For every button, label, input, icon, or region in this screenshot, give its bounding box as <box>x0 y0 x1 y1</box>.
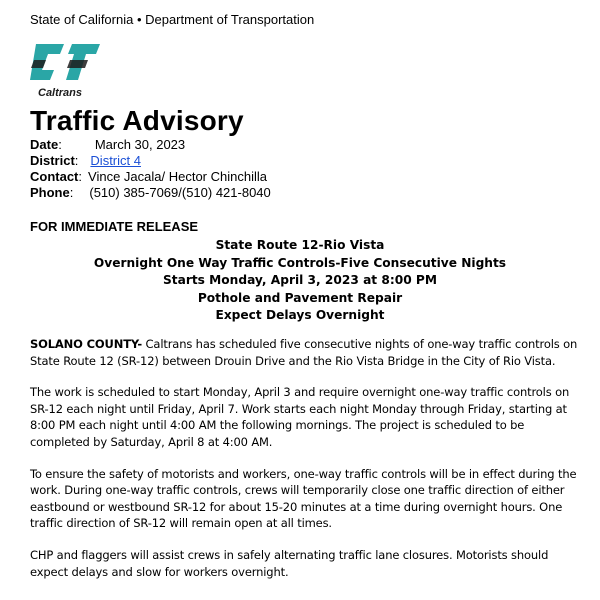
contact-value: Vince Jacala/ Hector Chinchilla <box>88 169 267 184</box>
advisory-meta <box>30 137 271 201</box>
headline-start: Starts Monday, April 3, 2023 at 8:00 PM <box>163 273 437 287</box>
meta-district-row: District: District 4 <box>30 153 141 168</box>
logo-wordmark: Caltrans <box>38 87 83 99</box>
phone-label: Phone <box>30 185 70 200</box>
paragraph-2: The work is scheduled to start Monday, April 3 and require overnight one-way traffic controls on SR-12 each night until Friday, April 7. Work starts each night Monday through Friday, starting at 8:00 PM each night until 4:00 AM the following mornings. The project is scheduled to be completed by Saturday, April 8 at 4:00 AM. <box>30 385 570 449</box>
headline-route: State Route 12-Rio Vista <box>215 238 385 252</box>
paragraph-3: To ensure the safety of motorists and workers, one-way traffic controls will be in effect during the work. During one-way traffic controls, crews will temporarily close one traffic direction of either eastbound or westbound SR-12 for about 15-20 minutes at a time during overnight hours. One traffic direction of SR-12 will remain open at all times. <box>30 466 577 531</box>
meta-date-row: Date: March 30, 2023 <box>30 137 186 152</box>
phone-value: (510) 385-7069/(510) 421-8040 <box>89 185 271 200</box>
paragraph-4: CHP and flaggers will assist crews in safely alternating traffic lane closures. Motorists should expect delays and slow for workers overnight. <box>30 547 549 579</box>
headline-repair: Pothole and Pavement Repair <box>197 290 403 305</box>
headline-delays: Expect Delays Overnight <box>215 308 385 322</box>
date-label: Date <box>30 137 59 152</box>
caltrans-logo <box>30 40 110 102</box>
page-title: Traffic Advisory <box>30 105 244 136</box>
district-label: District <box>30 153 75 168</box>
paragraph-1 <box>30 336 580 369</box>
release-heading: FOR IMMEDIATE RELEASE <box>30 219 199 234</box>
dateline: SOLANO COUNTY- <box>30 337 143 351</box>
paragraph-1-text: Caltrans has scheduled five consecutive nights of one-way traffic controls on State Route 12 (SR-12) between Drouin Drive and the Rio Vista Bridge in the City of Rio Vista. <box>30 337 578 368</box>
meta-contact-row: Contact: Vince Jacala/ Hector Chinchilla <box>30 169 267 184</box>
meta-phone-row: Phone: (510) 385-7069/(510) 421-8040 <box>30 185 271 200</box>
date-value: March 30, 2023 <box>94 137 186 152</box>
headline-block <box>30 237 570 325</box>
district-link[interactable]: District 4 <box>90 153 141 168</box>
agency-line: State of California • Department of Transportation <box>30 12 315 27</box>
headline-controls: Overnight One Way Traffic Controls-Five Consecutive Nights <box>93 255 507 270</box>
contact-label: Contact <box>30 169 79 184</box>
advisory-body <box>30 336 580 595</box>
